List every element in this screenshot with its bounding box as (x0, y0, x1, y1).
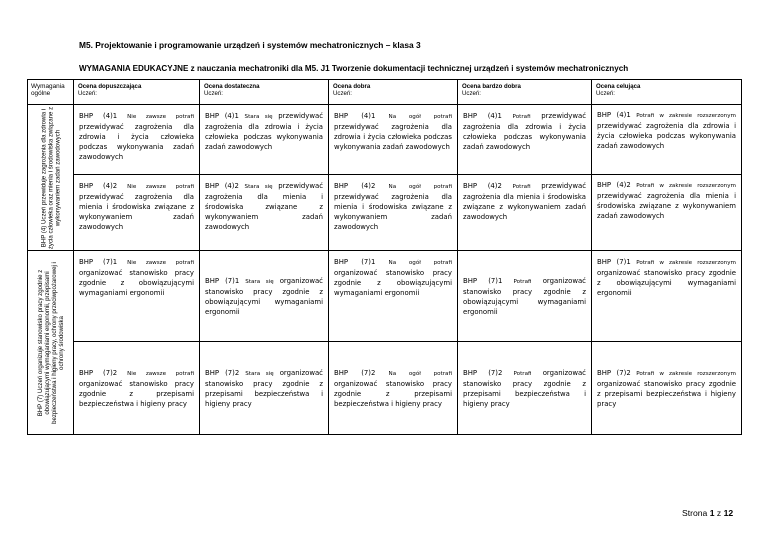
table-cell: BHP (7)1 Potrafi organizować stanowisko pracy zgodnie z obowiązującymi wymaganiami ergonomii (458, 251, 592, 342)
table-cell: BHP (4)1 Nie zawsze potrafi przewidywać zagrożenia dla zdrowia i życia człowieka podczas wykonywania zadań zawodowych (74, 105, 200, 175)
table-cell: BHP (4)2 Potrafi przewidywać zagrożenia dla mienia i środowiska związane z wykonywaniem zadań zawodowych (458, 175, 592, 251)
document-subtitle: WYMAGANIA EDUKACYJNE z nauczania mechatroniki dla M5. J1 Tworzenie dokumentacji technicznej urządzeń i systemów mechatronicznych (79, 64, 629, 73)
grade-header-very-good (458, 80, 592, 105)
table-cell: BHP (7)2 Na ogół potrafi organizować stanowisko pracy zgodnie z przepisami bezpieczeństwa i higieny pracy (329, 342, 458, 435)
table-cell: BHP (4)1 Potrafi przewidywać zagrożenia dla zdrowia i życia człowieka podczas wykonywania zadań zawodowych (458, 105, 592, 175)
table-cell: BHP (7)2 Nie zawsze potrafi organizować stanowisko pracy zgodnie z przepisami bezpieczeństwa i higieny pracy (74, 342, 200, 435)
table-cell: BHP (7)2 Stara się organizować stanowisko pracy zgodnie z przepisami bezpieczeństwa i higieny pracy (200, 342, 329, 435)
requirement-text: BHP (7) Uczeń organizuje stanowisko pracy zgodnie z obowiązującymi wymaganiami ergonomii, przepisami bezpieczeństwa i higieny pracy, ochrony przeciwpożarowej i ochrony środowiska (36, 261, 65, 424)
table-cell: BHP (7)2 Potrafi w zakresie rozszerzonym organizować stanowisko pracy zgodnie z przepisami bezpieczeństwa i higieny pracy (592, 342, 742, 435)
table-cell: BHP (4)1 Potrafi w zakresie rozszerzonym przewidywać zagrożenia dla zdrowia i życia człowieka podczas wykonywania zadań zawodowych (592, 105, 742, 175)
table-cell: BHP (4)2 Potrafi w zakresie rozszerzonym przewidywać zagrożenia dla mienia i środowiska związane z wykonywaniem zadań zawodowych (592, 175, 742, 251)
requirements-table (27, 79, 742, 435)
grade-header-sufficient (74, 80, 200, 105)
grade-level: Ocena dopuszczająca (78, 83, 142, 90)
table-cell: BHP (7)1 Na ogół potrafi organizować stanowisko pracy zgodnie z obowiązującymi wymaganiami ergonomii (329, 251, 458, 342)
of-label: z (716, 508, 722, 518)
general-requirements-header: Wymagania ogólne (28, 80, 74, 105)
table-cell: BHP (4)1 Stara się przewidywać zagrożenia dla zdrowia i życia człowieka podczas wykonywania zadań zawodowych (200, 105, 329, 175)
table-cell: BHP (7)1 Stara się organizować stanowisko pracy zgodnie z obowiązującymi wymaganiami ergonomii (200, 251, 329, 342)
grade-level: Ocena bardzo dobra (462, 83, 521, 90)
table-cell: BHP (4)2 Nie zawsze potrafi przewidywać zagrożenia dla mienia i środowiska związane z wykonywaniem zadań zawodowych (74, 175, 200, 251)
grade-level: Ocena dostateczna (204, 83, 260, 90)
table-cell: BHP (4)1 Na ogół potrafi przewidywać zagrożenia dla zdrowia i życia człowieka podczas wykonywania zadań zawodowych (329, 105, 458, 175)
student-label: Uczeń: (333, 90, 352, 98)
student-label: Uczeń: (78, 90, 97, 98)
page-label: Strona (682, 508, 708, 518)
student-label: Uczeń: (462, 90, 481, 98)
grade-header-satisfactory (200, 80, 329, 105)
student-label: Uczeń: (204, 90, 223, 98)
table-cell: BHP (4)2 Na ogół potrafi przewidywać zagrożenia dla mienia i środowiska związane z wykonywaniem zadań zawodowych (329, 175, 458, 251)
grade-level: Ocena celująca (596, 83, 641, 90)
table-cell: BHP (7)1 Potrafi w zakresie rozszerzonym organizować stanowisko pracy zgodnie z obowiązującymi wymaganiami ergonomii (592, 251, 742, 342)
table-cell: BHP (7)1 Nie zawsze potrafi organizować stanowisko pracy zgodnie z obowiązującymi wymaganiami ergonomii (74, 251, 200, 342)
total-pages: 12 (723, 508, 734, 518)
student-label: Uczeń: (596, 90, 615, 98)
requirement-bhp7 (28, 251, 74, 435)
document-title: M5. Projektowanie i programowanie urządzeń i systemów mechatronicznych – klasa 3 (79, 40, 421, 50)
requirement-text: BHP (4) Uczeń przewiduje zagrożenia dla zdrowia i życia człowieka oraz mienia i środowiska związane z wykonywaniem zadań zawodowych (40, 106, 61, 249)
page-number (682, 508, 733, 518)
current-page: 1 (709, 508, 715, 518)
grade-header-excellent (592, 80, 742, 105)
grade-header-good (329, 80, 458, 105)
requirement-bhp4 (28, 105, 74, 251)
table-cell: BHP (4)2 Stara się przewidywać zagrożenia dla mienia i środowiska związane z wykonywaniem zadań zawodowych (200, 175, 329, 251)
grade-level: Ocena dobra (333, 83, 371, 90)
table-cell: BHP (7)2 Potrafi organizować stanowisko pracy zgodnie z przepisami bezpieczeństwa i higieny pracy (458, 342, 592, 435)
